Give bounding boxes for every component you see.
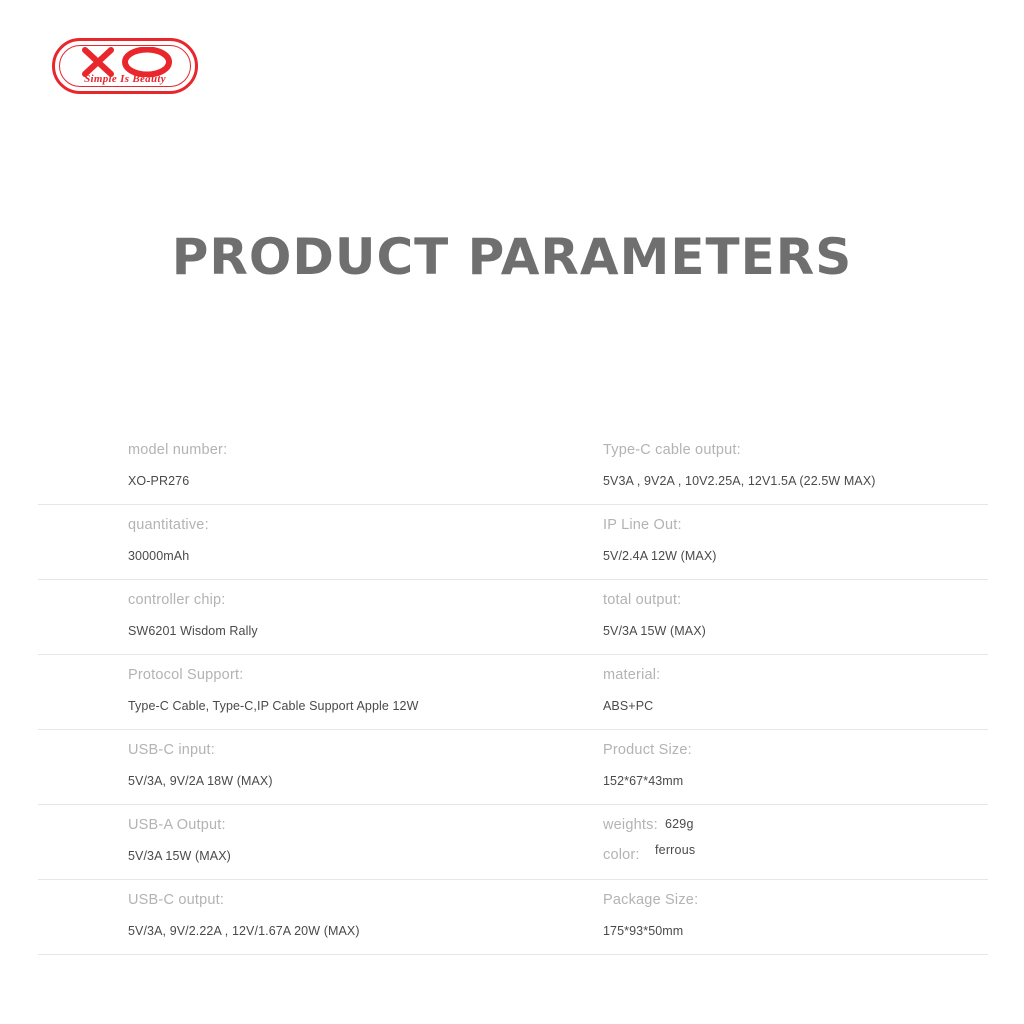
table-row bbox=[38, 805, 988, 880]
xo-logo-icon bbox=[81, 47, 177, 77]
spec-label: controller chip: bbox=[128, 592, 226, 608]
spec-value: 5V/3A, 9V/2.22A , 12V/1.67A 20W (MAX) bbox=[128, 924, 360, 938]
spec-cell-weights-color bbox=[13, 817, 695, 865]
spec-value: 5V/2.4A 12W (MAX) bbox=[603, 549, 717, 563]
spec-label: IP Line Out: bbox=[603, 517, 682, 533]
spec-cell-package-size bbox=[13, 892, 698, 940]
spec-value: SW6201 Wisdom Rally bbox=[128, 624, 258, 638]
spec-cell-typec-cable-output bbox=[13, 442, 876, 490]
product-parameters-table bbox=[38, 430, 988, 955]
spec-value: 5V/3A 15W (MAX) bbox=[128, 849, 231, 863]
page-title: PRODUCT PARAMETERS bbox=[171, 228, 853, 286]
spec-value: 5V/3A 15W (MAX) bbox=[603, 624, 706, 638]
spec-value: 152*67*43mm bbox=[603, 774, 684, 788]
spec-label-color: color: bbox=[603, 847, 640, 863]
spec-label: material: bbox=[603, 667, 661, 683]
spec-value: 5V/3A, 9V/2A 18W (MAX) bbox=[128, 774, 273, 788]
spec-value: XO-PR276 bbox=[128, 474, 190, 488]
spec-label: Type-C cable output: bbox=[603, 442, 741, 458]
spec-value-weights: 629g bbox=[665, 817, 694, 831]
spec-label: total output: bbox=[603, 592, 682, 608]
spec-label: quantitative: bbox=[128, 517, 209, 533]
table-row bbox=[38, 730, 988, 805]
spec-label: Package Size: bbox=[603, 892, 699, 908]
table-row bbox=[38, 580, 988, 655]
spec-value: Type-C Cable, Type-C,IP Cable Support Apple 12W bbox=[128, 699, 419, 713]
spec-cell-ip-line-out bbox=[13, 517, 717, 565]
spec-value: 175*93*50mm bbox=[603, 924, 684, 938]
brand-logo bbox=[52, 38, 200, 96]
table-row bbox=[38, 505, 988, 580]
spec-label: USB-C output: bbox=[128, 892, 225, 908]
spec-label: Product Size: bbox=[603, 742, 692, 758]
spec-label: Protocol Support: bbox=[128, 667, 244, 683]
spec-label: USB-C input: bbox=[128, 742, 216, 758]
spec-value-color: ferrous bbox=[655, 843, 696, 857]
table-row bbox=[38, 430, 988, 505]
logo-badge-outline bbox=[52, 38, 198, 94]
spec-label-weights: weights: bbox=[603, 817, 658, 833]
spec-value: ABS+PC bbox=[603, 699, 654, 713]
spec-cell-product-size bbox=[13, 742, 692, 790]
spec-label: USB-A Output: bbox=[128, 817, 226, 833]
spec-cell-total-output bbox=[13, 592, 706, 640]
spec-cell-material bbox=[13, 667, 660, 715]
logo-tagline: Simple Is Beauty bbox=[84, 73, 166, 85]
table-row bbox=[38, 655, 988, 730]
spec-value: 30000mAh bbox=[128, 549, 190, 563]
spec-value: 5V3A , 9V2A , 10V2.25A, 12V1.5A (22.5W MAX) bbox=[603, 474, 876, 488]
table-row bbox=[38, 880, 988, 955]
spec-label: model number: bbox=[128, 442, 228, 458]
